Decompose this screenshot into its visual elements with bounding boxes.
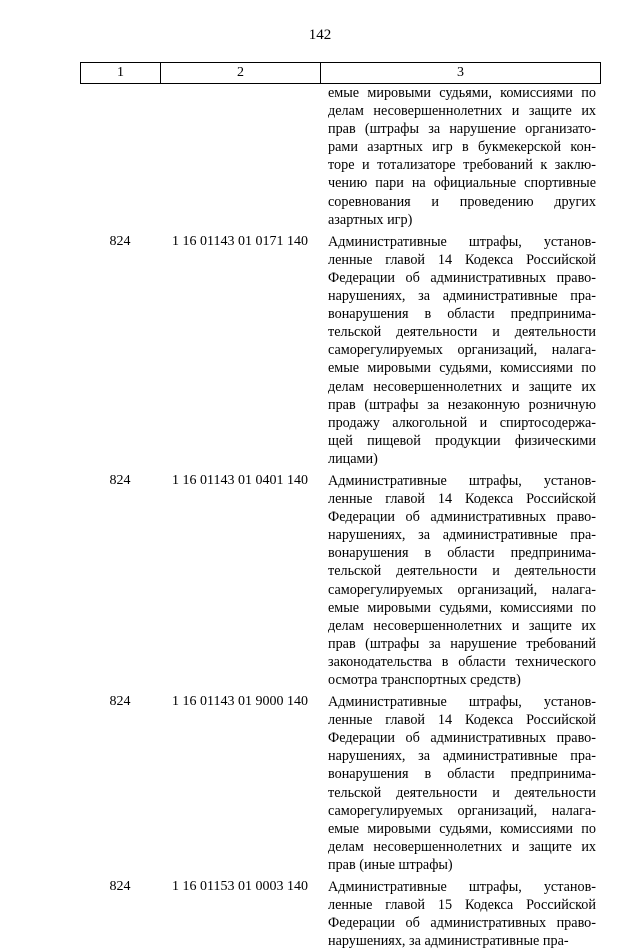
description-line: ленные главой 14 Кодекса Российской <box>328 712 596 729</box>
description-line: делам несовершеннолетних и защите их <box>328 103 596 120</box>
description-line: Федерации об административных право- <box>328 509 596 526</box>
description-line: ленные главой 14 Кодекса Российской <box>328 251 596 268</box>
admin-code-cell: 824 <box>109 233 131 249</box>
description-line: прав (штрафы за нарушение требований <box>328 635 596 652</box>
description-line: прав (штрафы за незаконную розничную <box>328 396 596 413</box>
description-line: рами азартных игр в букмекерской кон- <box>328 139 596 156</box>
description-cell <box>328 693 596 874</box>
description-line: нарушениях, за административные пра- <box>328 748 596 765</box>
description-line: щей пищевой продукции физическими <box>328 432 596 449</box>
description-line: тельской деятельности и деятельности <box>328 784 596 801</box>
column-header-2: 2 <box>161 63 321 84</box>
admin-code-cell: 824 <box>109 472 131 488</box>
budget-code-cell: 1 16 01153 01 0003 140 <box>172 879 308 895</box>
description-line: Административные штрафы, установ- <box>328 879 596 896</box>
description-line: делам несовершеннолетних и защите их <box>328 838 596 855</box>
column-header-row <box>80 62 601 84</box>
description-line: емые мировыми судьями, комиссиями по <box>328 820 596 837</box>
table-row <box>80 878 600 950</box>
description-line: торе и тотализаторе требований к заклю- <box>328 157 596 174</box>
description-line: азартных игр) <box>328 211 413 228</box>
description-line: Административные штрафы, установ- <box>328 694 596 711</box>
description-line: ленные главой 14 Кодекса Российской <box>328 491 596 508</box>
description-line: ленные главой 15 Кодекса Российской <box>328 897 596 914</box>
description-line: чению пари на официальные спортивные <box>328 175 596 192</box>
table-body <box>80 84 600 950</box>
description-line: Федерации об административных право- <box>328 269 596 286</box>
description-line: вонарушения в области предпринима- <box>328 766 596 783</box>
description-line: прав (иные штрафы) <box>328 856 453 873</box>
table-row <box>80 693 600 874</box>
table-row <box>80 472 600 689</box>
description-cell <box>328 84 596 229</box>
description-line: соревнования и проведению других <box>328 193 596 210</box>
description-line: лицами) <box>328 450 378 467</box>
description-line: саморегулируемых организаций, налага- <box>328 802 596 819</box>
description-line: Федерации об административных право- <box>328 915 596 932</box>
description-line: емые мировыми судьями, комиссиями по <box>328 85 596 101</box>
description-line: саморегулируемых организаций, налага- <box>328 342 596 359</box>
admin-code-cell: 824 <box>109 879 131 895</box>
column-header-3: 3 <box>321 63 601 84</box>
description-line: нарушениях, за административные пра- <box>328 933 569 950</box>
description-line: Административные штрафы, установ- <box>328 233 596 250</box>
table-row <box>80 84 600 229</box>
budget-code-cell: 1 16 01143 01 9000 140 <box>172 694 308 710</box>
budget-code-cell: 1 16 01143 01 0401 140 <box>172 472 308 488</box>
description-line: делам несовершеннолетних и защите их <box>328 617 596 634</box>
description-line: емые мировыми судьями, комиссиями по <box>328 599 596 616</box>
column-header-1: 1 <box>81 63 161 84</box>
description-cell <box>328 878 596 950</box>
description-line: прав (штрафы за нарушение организато- <box>328 121 596 138</box>
description-line: делам несовершеннолетних и защите их <box>328 378 596 395</box>
description-line: емые мировыми судьями, комиссиями по <box>328 360 596 377</box>
description-line: тельской деятельности и деятельности <box>328 563 596 580</box>
description-cell <box>328 233 596 468</box>
page-number: 142 <box>308 27 332 43</box>
description-line: нарушениях, за административные пра- <box>328 288 596 305</box>
description-cell <box>328 472 596 689</box>
description-line: осмотра транспортных средств) <box>328 672 521 688</box>
budget-code-cell: 1 16 01143 01 0171 140 <box>172 233 308 249</box>
description-line: Административные штрафы, установ- <box>328 472 596 489</box>
description-line: продажу алкогольной и спиртосодержа- <box>328 414 596 431</box>
description-line: Федерации об административных право- <box>328 730 596 747</box>
description-line: нарушениях, за административные пра- <box>328 527 596 544</box>
description-line: вонарушения в области предпринима- <box>328 306 596 323</box>
description-line: законодательства в области технического <box>328 653 596 670</box>
table-row <box>80 233 600 468</box>
description-line: вонарушения в области предпринима- <box>328 545 596 562</box>
description-line: саморегулируемых организаций, налага- <box>328 581 596 598</box>
description-line: тельской деятельности и деятельности <box>328 324 596 341</box>
admin-code-cell: 824 <box>109 694 131 710</box>
